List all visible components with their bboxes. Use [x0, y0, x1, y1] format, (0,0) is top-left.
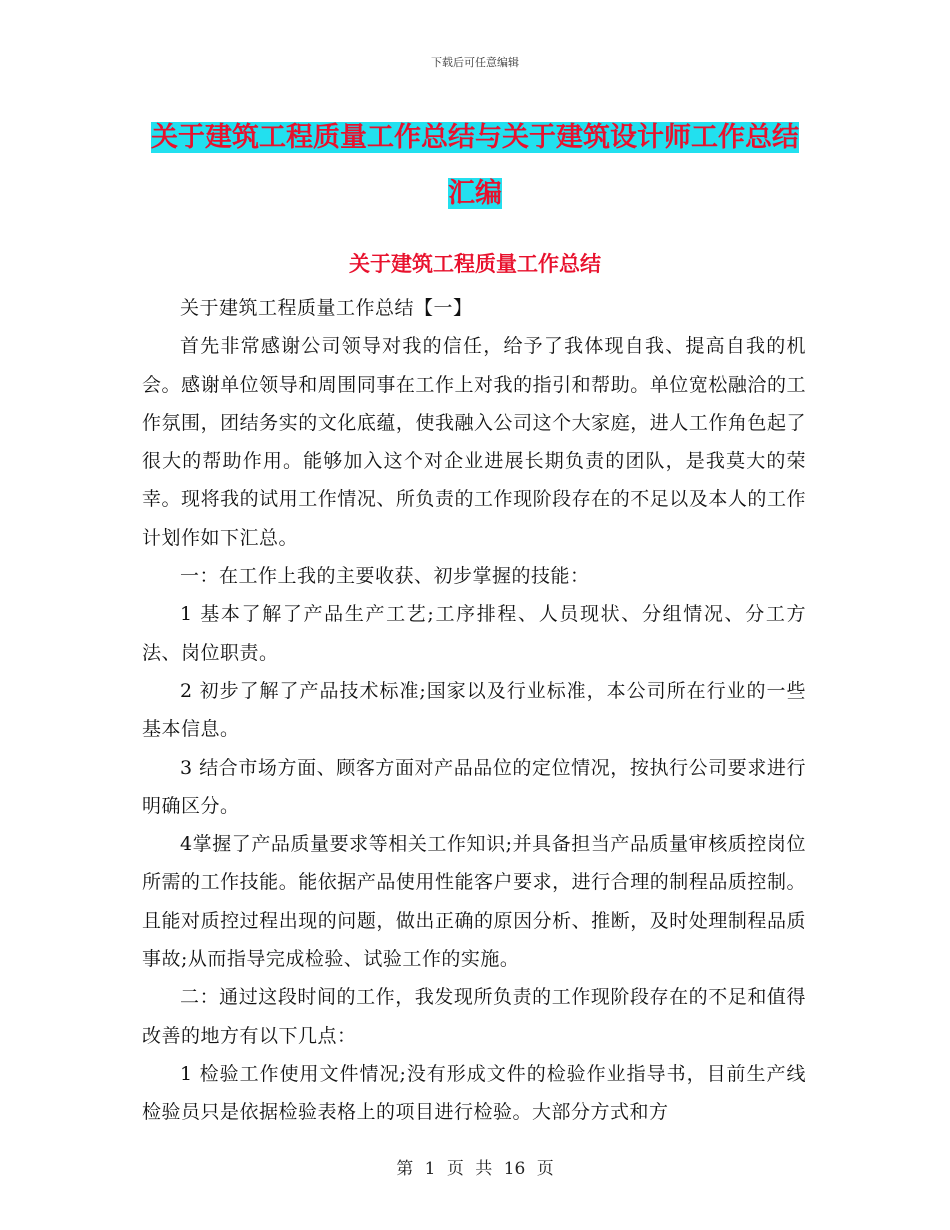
- page-header-note: 下载后可任意编辑: [431, 56, 519, 69]
- paragraph: 首先非常感谢公司领导对我的信任，给予了我体现自我、提高自我的机会。感谢单位领导和周围同事在工作上对我的指引和帮助。单位宽松融洽的工作氛围，团结务实的文化底蕴，使我融入公司这个大家庭，进人工作角色起了很大的帮助作用。能够加入这个对企业进展长期负责的团队，是我莫大的荣幸。现将我的试用工作情况、所负责的工作现阶段存在的不足以及本人的工作计划作如下汇总。: [142, 335, 806, 549]
- page-number: 第 1 页 共 16 页: [396, 1159, 554, 1179]
- paragraph: 一：在工作上我的主要收获、初步掌握的技能：: [180, 565, 590, 588]
- paragraph: 4掌握了产品质量要求等相关工作知识;并具备担当产品质量审核质控岗位所需的工作技能。能依据产品使用性能客户要求，进行合理的制程品质控制。且能对质控过程出现的问题，做出正确的原因分析、推断，及时处理制程品质事故;从而指导完成检验、试验工作的实施。: [142, 833, 806, 971]
- paragraph: 二：通过这段时间的工作，我发现所负责的工作现阶段存在的不足和值得改善的地方有以下几点：: [142, 986, 806, 1047]
- document-title-text: 关于建筑工程质量工作总结与关于建筑设计师工作总结汇编: [151, 122, 799, 209]
- section-heading: 关于建筑工程质量工作总结: [349, 252, 601, 276]
- paragraph: 2 初步了解了产品技术标准;国家以及行业标准，本公司所在行业的一些基本信息。: [142, 679, 806, 741]
- paragraph: 关于建筑工程质量工作总结【一】: [180, 297, 473, 319]
- paragraph: 1 基本了解了产品生产工艺;工序排程、人员现状、分组情况、分工方法、岗位职责。: [142, 603, 806, 664]
- paragraph: 1 检验工作使用文件情况;没有形成文件的检验作业指导书，目前生产线检验员只是依据检验表格上的项目进行检验。大部分方式和方: [142, 1062, 806, 1124]
- document-title: [145, 110, 805, 222]
- body-text: [142, 289, 806, 1132]
- paragraph: 3 结合市场方面、顾客方面对产品品位的定位情况，按执行公司要求进行明确区分。: [142, 756, 806, 817]
